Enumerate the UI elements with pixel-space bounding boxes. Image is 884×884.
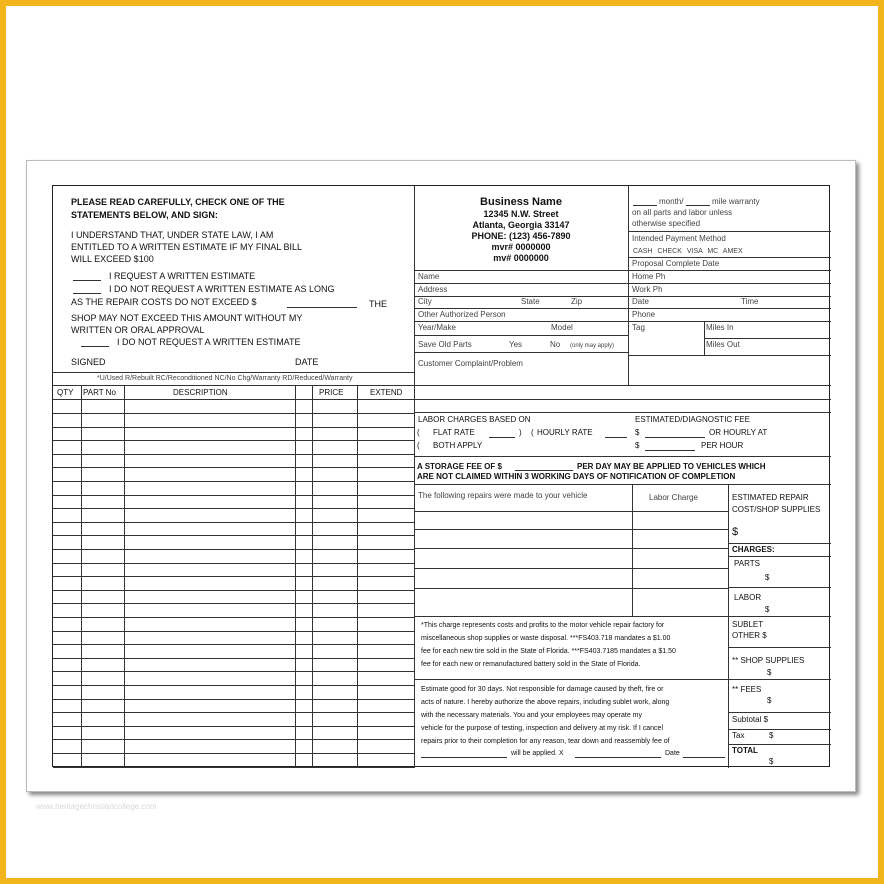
storage-text: PER DAY MAY BE APPLIED TO VEHICLES WHICH bbox=[577, 462, 766, 471]
flat-rate-option[interactable]: FLAT RATE bbox=[433, 428, 475, 437]
save-parts-label: Save Old Parts bbox=[418, 340, 472, 349]
save-parts-note: (only may apply) bbox=[570, 343, 615, 349]
blank-line[interactable] bbox=[489, 437, 515, 438]
labor-total-label: LABOR bbox=[734, 593, 762, 602]
warranty-text: month/ bbox=[659, 197, 684, 206]
tag-label: Tag bbox=[632, 323, 645, 332]
table-row-line bbox=[53, 440, 414, 441]
col-line bbox=[728, 484, 729, 768]
estimated-amount-dollar: $ bbox=[732, 526, 739, 538]
storage-text: A STORAGE FEE OF $ bbox=[417, 462, 502, 471]
option-text: AS THE REPAIR COSTS DO NOT EXCEED $ bbox=[71, 297, 257, 307]
divider bbox=[728, 587, 831, 588]
dollar-sign: $ bbox=[635, 428, 640, 437]
amount-line[interactable] bbox=[287, 307, 357, 308]
per-hour-label: PER HOUR bbox=[701, 441, 744, 450]
table-row-line bbox=[53, 603, 414, 604]
signed-label: SIGNED bbox=[71, 357, 106, 367]
estimated-repair-label: ESTIMATED REPAIR bbox=[732, 493, 809, 502]
divider bbox=[414, 399, 831, 400]
divider bbox=[414, 308, 831, 309]
business-city: Atlanta, Georgia 33147 bbox=[472, 220, 570, 230]
divider bbox=[414, 321, 831, 322]
divider bbox=[728, 729, 831, 730]
legend-text: *U/Used R/Rebuilt RC/Reconditioned NC/No Chg/Warranty RD/Reduced/Warranty bbox=[97, 375, 353, 382]
other-person-label: Other Authorized Person bbox=[418, 310, 506, 319]
warranty-month-line[interactable] bbox=[633, 205, 657, 206]
divider bbox=[414, 296, 831, 297]
total-dollar: $ bbox=[769, 757, 774, 766]
divider bbox=[53, 385, 414, 386]
watermark-text: www.heritagechristiancollege.com bbox=[36, 802, 157, 811]
divider bbox=[628, 355, 831, 356]
storage-text: ARE NOT CLAIMED WITHIN 3 WORKING DAYS OF NOTIFICATION OF COMPLETION bbox=[417, 472, 736, 481]
table-row-line bbox=[53, 617, 414, 618]
name-label: Name bbox=[418, 272, 440, 281]
repair-row-line bbox=[414, 529, 728, 530]
checkbox-line[interactable] bbox=[81, 346, 109, 347]
table-row-line bbox=[53, 726, 414, 727]
divider bbox=[414, 385, 831, 386]
option-text: I DO NOT REQUEST A WRITTEN ESTIMATE bbox=[117, 337, 301, 347]
disclaimer-text: fee for each new tire sold in the State of Florida. ***FS403.7185 mandates a $1.50 bbox=[421, 648, 676, 655]
table-row-line bbox=[53, 549, 414, 550]
divider bbox=[53, 372, 414, 373]
law-text: I UNDERSTAND THAT, UNDER STATE LAW, I AM bbox=[71, 230, 274, 240]
hourly-rate-option[interactable]: HOURLY RATE bbox=[537, 428, 593, 437]
estimate-text: vehicle for the purpose of testing, inspection and delivery at my risk. If I cancel bbox=[421, 725, 664, 732]
table-row-line bbox=[53, 427, 414, 428]
option-text: I REQUEST A WRITTEN ESTIMATE bbox=[109, 271, 256, 281]
estimate-text: with the necessary materials. You and your employees may operate my bbox=[421, 712, 643, 719]
city-label: City bbox=[418, 297, 432, 306]
col-header-price: PRICE bbox=[319, 388, 344, 397]
warranty-mile-line[interactable] bbox=[686, 205, 710, 206]
col-header-description: DESCRIPTION bbox=[173, 388, 228, 397]
estimate-date-label: Date bbox=[665, 750, 680, 757]
table-row-line bbox=[53, 522, 414, 523]
date-label: Date bbox=[632, 297, 649, 306]
shop-supplies-dollar: $ bbox=[767, 668, 772, 677]
tax-label: Tax bbox=[732, 731, 745, 740]
table-row-line bbox=[53, 481, 414, 482]
sublet-label: SUBLET bbox=[732, 620, 764, 629]
table-row-line bbox=[53, 508, 414, 509]
both-apply-option[interactable]: BOTH APPLY bbox=[433, 441, 483, 450]
table-row-line bbox=[53, 631, 414, 632]
col-header-part: PART No bbox=[83, 388, 116, 397]
table-row-line bbox=[53, 671, 414, 672]
repair-row-line bbox=[414, 568, 728, 569]
storage-fee-line[interactable] bbox=[515, 470, 573, 471]
table-row-line bbox=[53, 753, 414, 754]
fee-line[interactable] bbox=[645, 437, 705, 438]
notice-heading: STATEMENTS BELOW, AND SIGN: bbox=[71, 210, 218, 220]
law-text: WILL EXCEED $100 bbox=[71, 254, 154, 264]
divider bbox=[53, 399, 414, 400]
estimate-text: acts of nature. I hereby authorize the above repairs, including sublet work, along bbox=[421, 699, 670, 706]
state-label: State bbox=[521, 297, 540, 306]
repair-row-line bbox=[414, 588, 728, 589]
address-label: Address bbox=[418, 285, 448, 294]
hourly-line[interactable] bbox=[645, 450, 695, 451]
business-mvr: mvr# 0000000 bbox=[491, 242, 551, 252]
time-label: Time bbox=[741, 297, 759, 306]
disclaimer-text: *This charge represents costs and profits to the motor vehicle repair factory for bbox=[421, 622, 665, 629]
table-row-line bbox=[53, 685, 414, 686]
divider bbox=[728, 744, 831, 745]
table-row-line bbox=[53, 658, 414, 659]
estimate-text: Estimate good for 30 days. Not responsible for damage caused by theft, fire or bbox=[421, 686, 664, 693]
option-text: SHOP MAY NOT EXCEED THIS AMOUNT WITHOUT MY bbox=[71, 313, 303, 323]
fees-dollar: $ bbox=[767, 696, 772, 705]
date-label: DATE bbox=[295, 357, 319, 367]
other-label: OTHER $ bbox=[732, 631, 767, 640]
warranty-text: mile warranty bbox=[712, 197, 760, 206]
business-phone: PHONE: (123) 456-7890 bbox=[471, 231, 571, 241]
option-text: THE bbox=[369, 299, 387, 309]
year-make-label: Year/Make bbox=[418, 323, 456, 332]
labor-title: LABOR CHARGES BASED ON bbox=[418, 415, 531, 424]
divider bbox=[728, 556, 831, 557]
tax-dollar: $ bbox=[769, 731, 774, 740]
table-row-line bbox=[53, 590, 414, 591]
option-text: I DO NOT REQUEST A WRITTEN ESTIMATE AS LONG bbox=[109, 284, 335, 294]
subtotal-label: Subtotal $ bbox=[732, 715, 769, 724]
shop-supplies-label: ** SHOP SUPPLIES bbox=[732, 656, 805, 665]
disclaimer-text: fee for each new or remanufactured battery sold in the State of Florida. bbox=[421, 661, 641, 668]
or-hourly-label: OR HOURLY AT bbox=[709, 428, 768, 437]
estimated-repair-label: COST/SHOP SUPPLIES bbox=[732, 505, 821, 514]
business-street: 12345 N.W. Street bbox=[483, 209, 559, 219]
estimate-text: will be applied. X bbox=[511, 750, 564, 757]
fees-label: ** FEES bbox=[732, 685, 762, 694]
proposal-date-label: Proposal Complete Date bbox=[632, 259, 720, 268]
fee-blank-line[interactable] bbox=[421, 757, 507, 758]
column-divider bbox=[414, 186, 415, 768]
col-header-extend: EXTEND bbox=[370, 388, 403, 397]
table-row-line bbox=[53, 467, 414, 468]
divider bbox=[414, 456, 831, 457]
divider bbox=[628, 231, 831, 232]
blank-line[interactable] bbox=[605, 437, 627, 438]
table-row-line bbox=[53, 535, 414, 536]
checkbox-line[interactable] bbox=[73, 280, 101, 281]
divider bbox=[728, 712, 831, 713]
table-row-line bbox=[53, 413, 414, 414]
divider bbox=[414, 679, 831, 680]
divider bbox=[704, 338, 831, 339]
law-text: ENTITLED TO A WRITTEN ESTIMATE IF MY FINAL BILL bbox=[71, 242, 303, 252]
repairs-title: The following repairs were made to your vehicle bbox=[418, 491, 588, 500]
estimate-text: repairs prior to their completion for any reason, tear down and reassembly fee of bbox=[421, 738, 670, 745]
table-row-line bbox=[53, 495, 414, 496]
business-mvr: mv# 0000000 bbox=[493, 253, 549, 263]
divider bbox=[728, 543, 831, 544]
model-label: Model bbox=[551, 323, 573, 332]
repair-order-form: PLEASE READ CAREFULLY, CHECK ONE OF THE STATEMENTS BELOW, AND SIGN: I UNDERSTAND THAT, UNDER STATE LAW, I AM ENTITLED TO A WRITTEN ESTIMATE IF MY FINAL BILL WILL EXCEED $100 I REQUEST A WRITTEN ESTIMATE I DO NOT REQUEST A WRITTEN ESTIMATE AS LONG AS THE REPAIR COSTS DO NOT EXCEED $ THE SHOP MAY NOT EXCEED THIS AMOUNT WITHOUT MY WRITTEN OR ORAL APPROVAL I DO NOT REQUEST A WRITTEN ESTIMATE SIGNED DATE *U/Used R/Rebuilt RC/Reconditioned NC/No Chg/Warranty RD/Reduced/Warranty QTY PART No DESCRIPTION PRICE EXTEND Business Name 12345 N.W. Street Atlanta, Georgia 33147 PHONE: (123) 456-7890 mvr# 0000000 mv# 0000000 month/ mile warranty on all parts and labor unless otherwise specified Intended Payment Method CASH CHECK VISA MC AMEX Proposal Complete Date Name Home Ph Address Work Ph City State Zip Date Time Other Authorized Person Phone Year/Make Model Tag Miles In Save Old Parts Yes No (only may apply) Miles Out Customer Complaint/Problem LABOR CHARGES BASED ON ESTIMATED/DIAGNOSTIC FEE ( FLAT RATE ) ( HOURLY RATE $ OR HOURLY AT ( BOTH APPLY $ PER HOUR A STORAGE FEE OF $ PER DAY MAY BE APPLIED TO VEHICLES WHICH ARE NOT CLAIMED WITHIN 3 WORKING DAYS OF NOTIFICATION OF COMPLETION The following repairs were made to your vehicle Labor Charge ESTIMATED REPAIR COST/SHOP SUPPLIES $ CHARGES: PARTS $ LABOR $ SUBLET OTHER $ ** SHOP SUPPLIES $ ** FEES $ Subtotal $ Tax $ TOTAL $ *This charge represents costs and profits to the motor vehicle repair factory for miscellaneous shop supplies or waste disposal. ***FS403.718 mandates a $1.00 fee for each new tire sold in the State of Florida. ***FS403.7185 mandates a $1.50 fee for each new or remanufactured battery sold in the State of Florida. Estimate good for 30 days. Not responsible for damage caused by theft, fire or acts of nature. I hereby authorize the above repairs, including sublet work, along with the necessary materials. You and your employees may operate my vehicle for the purpose of testing, inspection and delivery at my risk. If I cancel repairs prior to their completion for any reason, tear down and reassembly fee of will be applied. X Date bbox=[52, 185, 830, 767]
table-row-line bbox=[53, 767, 414, 768]
table-row-line bbox=[53, 454, 414, 455]
table-row-line bbox=[53, 699, 414, 700]
dollar-sign: $ bbox=[635, 441, 640, 450]
work-phone-label: Work Ph bbox=[632, 285, 663, 294]
table-row-line bbox=[53, 563, 414, 564]
divider bbox=[414, 283, 831, 284]
labor-charge-header: Labor Charge bbox=[649, 493, 698, 502]
payment-options[interactable]: CASH CHECK VISA MC AMEX bbox=[633, 248, 743, 255]
divider bbox=[628, 257, 831, 258]
zip-label: Zip bbox=[571, 297, 583, 306]
warranty-text: on all parts and labor unless bbox=[632, 208, 733, 217]
table-row-line bbox=[53, 712, 414, 713]
total-label: TOTAL bbox=[732, 746, 758, 755]
table-row-line bbox=[53, 739, 414, 740]
table-row-line bbox=[53, 576, 414, 577]
miles-in-label: Miles In bbox=[706, 323, 734, 332]
repair-row-line bbox=[414, 511, 728, 512]
phone-label: Phone bbox=[632, 310, 656, 319]
disclaimer-text: miscellaneous shop supplies or waste disposal. ***FS403.718 mandates a $1.00 bbox=[421, 635, 671, 642]
checkbox-line[interactable] bbox=[73, 293, 101, 294]
labor-dollar: $ bbox=[765, 605, 770, 614]
col-header-qty: QTY bbox=[57, 388, 74, 397]
divider bbox=[414, 335, 628, 336]
divider bbox=[414, 412, 831, 413]
save-parts-yes[interactable]: Yes bbox=[509, 340, 523, 349]
parts-total-label: PARTS bbox=[734, 559, 760, 568]
signature-line[interactable] bbox=[575, 757, 661, 758]
col-line bbox=[632, 484, 633, 616]
table-row-line bbox=[53, 644, 414, 645]
option-text: WRITTEN OR ORAL APPROVAL bbox=[71, 325, 205, 335]
estimated-fee-label: ESTIMATED/DIAGNOSTIC FEE bbox=[635, 415, 750, 424]
save-parts-no[interactable]: No bbox=[550, 340, 561, 349]
miles-out-label: Miles Out bbox=[706, 340, 740, 349]
repair-row-line bbox=[414, 548, 728, 549]
charges-label: CHARGES: bbox=[732, 545, 775, 554]
home-phone-label: Home Ph bbox=[632, 272, 666, 281]
divider bbox=[414, 352, 628, 353]
date-line[interactable] bbox=[683, 757, 725, 758]
warranty-text: otherwise specified bbox=[632, 219, 701, 228]
parts-dollar: $ bbox=[765, 573, 770, 582]
divider bbox=[414, 484, 831, 485]
divider bbox=[414, 616, 831, 617]
notice-heading: PLEASE READ CAREFULLY, CHECK ONE OF THE bbox=[71, 197, 285, 207]
complaint-label: Customer Complaint/Problem bbox=[418, 359, 523, 368]
divider bbox=[414, 270, 831, 271]
divider bbox=[728, 647, 831, 648]
business-name: Business Name bbox=[480, 196, 562, 208]
payment-title: Intended Payment Method bbox=[632, 234, 726, 243]
